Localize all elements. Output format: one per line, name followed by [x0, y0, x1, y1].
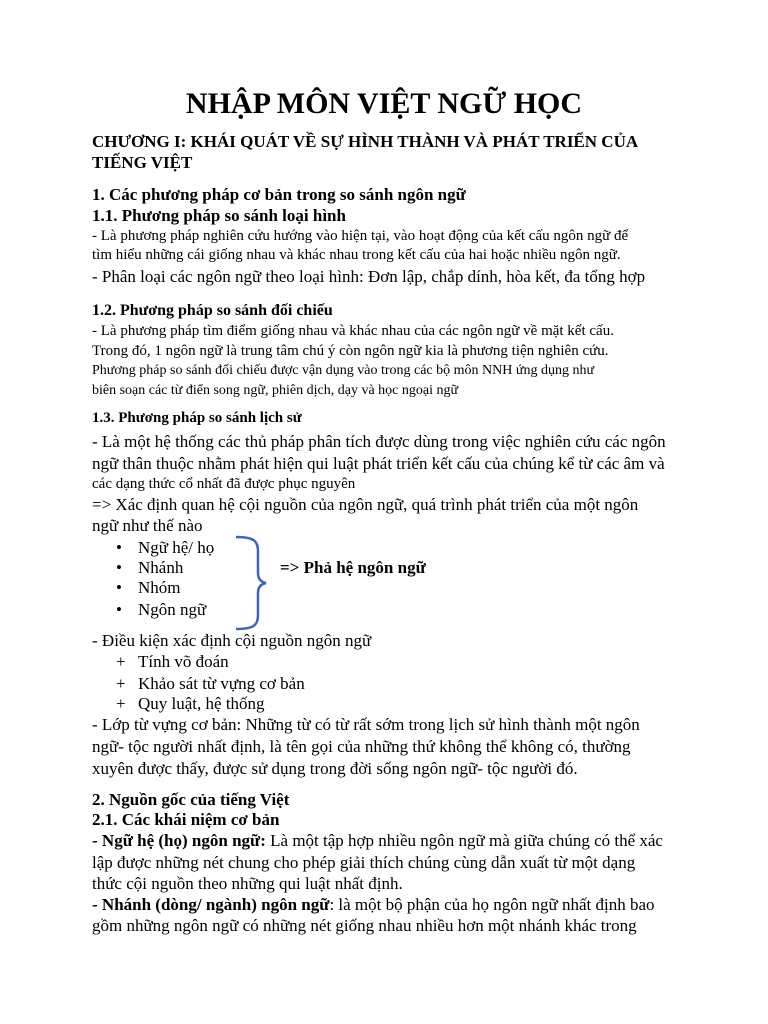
section-1-3-para-line: - Là một hệ thống các thủ pháp phân tích được dùng trong việc nghiên cứu các ngôn [92, 432, 666, 451]
definition-term: - Ngữ hệ (họ) ngôn ngữ: [92, 831, 266, 850]
definition-line: - Nhánh (dòng/ ngành) ngôn ngữ: là một bộ phận của họ ngôn ngữ nhất định bao [92, 895, 655, 914]
definition-line: lập được những nét chung cho phép giải thích chúng cùng dẫn xuất từ một dạng [92, 853, 636, 872]
bullet-item: • Nhánh [116, 558, 184, 577]
chapter-title-line-2: TIẾNG VIỆT [92, 153, 193, 172]
definition-line: - Ngữ hệ (họ) ngôn ngữ: Là một tập hợp nhiều ngôn ngữ mà giữa chúng có thể xác [92, 831, 663, 850]
curly-brace-icon [234, 535, 268, 631]
bullet-marker: • [116, 600, 122, 619]
vocab-para-line: - Lớp từ vựng cơ bản: Những từ có từ rất sớm trong lịch sử hình thành một ngôn [92, 715, 640, 734]
section-1-3-para-line: ngữ như thế nào [92, 516, 203, 535]
definition-line: gồm những ngôn ngữ có những nét giống nhau nhiều hơn một nhánh khác trong [92, 916, 637, 935]
plus-marker: + [116, 652, 126, 671]
plus-item: + Tính võ đoán [116, 652, 229, 671]
section-1-2-para-line: - Là phương pháp tìm điểm giống nhau và khác nhau của các ngôn ngữ về mặt kết cấu. [92, 323, 614, 339]
bullet-item: • Nhóm [116, 578, 181, 597]
chapter-title-line-1: CHƯƠNG I: KHÁI QUÁT VỀ SỰ HÌNH THÀNH VÀ PHÁT TRIỂN CỦA [92, 132, 639, 151]
section-1-3-para-line: => Xác định quan hệ cội nguồn của ngôn ngữ, quá trình phát triển của một ngôn [92, 495, 639, 514]
section-1-1-para-line: tìm hiểu những cái giống nhau và khác nhau trong kết cấu của hai hoặc nhiều ngôn ngữ. [92, 247, 621, 263]
vocab-para-line: ngữ- tộc người nhất định, là tên gọi của những thứ không thể không có, thường [92, 737, 631, 756]
bullet-marker: • [116, 558, 122, 577]
definition-line: thức cội nguồn theo những qui luật nhất định. [92, 874, 403, 893]
bullet-item: • Ngữ hệ/ họ [116, 538, 215, 557]
definition-term: - Nhánh (dòng/ ngành) ngôn ngữ [92, 895, 330, 914]
vocab-para-line: xuyên được thấy, được sử dụng trong đời sống ngôn ngữ- tộc người đó. [92, 759, 578, 778]
plus-marker: + [116, 674, 126, 693]
bullet-item: • Ngôn ngữ [116, 600, 207, 619]
section-1-heading: 1. Các phương pháp cơ bản trong so sánh ngôn ngữ [92, 185, 466, 204]
section-1-2-para-line: Trong đó, 1 ngôn ngữ là trung tâm chú ý còn ngôn ngữ kia là phương tiện nghiên cứu. [92, 343, 609, 359]
section-1-1-para-line: - Phân loại các ngôn ngữ theo loại hình: Đơn lập, chắp dính, hòa kết, đa tổng hợp [92, 267, 646, 286]
section-1-3-para-line: ngữ thân thuộc nhằm phát hiện qui luật phát triển kết cấu của chúng kể từ các âm và [92, 454, 665, 473]
section-1-2-para-line: biên soạn các từ điển song ngữ, phiên dịch, dạy và học ngoại ngữ [92, 383, 459, 398]
section-2-heading: 2. Nguồn gốc của tiếng Việt [92, 790, 290, 809]
plus-item: + Quy luật, hệ thống [116, 694, 265, 713]
section-1-2-para-line: Phương pháp so sánh đối chiếu được vận dụng vào trong các bộ môn NNH ứng dụng như [92, 363, 595, 378]
section-1-3-heading: 1.3. Phương pháp so sánh lịch sử [92, 410, 302, 426]
section-1-1-para-line: - Là phương pháp nghiên cứu hướng vào hiện tại, vào hoạt động của kết cấu ngôn ngữ để [92, 228, 629, 244]
section-1-1-heading: 1.1. Phương pháp so sánh loại hình [92, 206, 346, 225]
bullet-marker: • [116, 538, 122, 557]
section-2-1-heading: 2.1. Các khái niệm cơ bản [92, 810, 280, 829]
plus-marker: + [116, 694, 126, 713]
plus-item: + Khảo sát từ vựng cơ bản [116, 674, 305, 693]
document-title: NHẬP MÔN VIỆT NGỮ HỌC [185, 87, 583, 120]
section-1-2-heading: 1.2. Phương pháp so sánh đối chiếu [92, 302, 333, 319]
section-1-3-para-line: các dạng thức cổ nhất đã được phục nguyên [92, 476, 356, 492]
condition-heading: - Điều kiện xác định cội nguồn ngôn ngữ [92, 631, 372, 650]
bullet-marker: • [116, 578, 122, 597]
language-family-tree-label: => Phả hệ ngôn ngữ [280, 558, 426, 577]
